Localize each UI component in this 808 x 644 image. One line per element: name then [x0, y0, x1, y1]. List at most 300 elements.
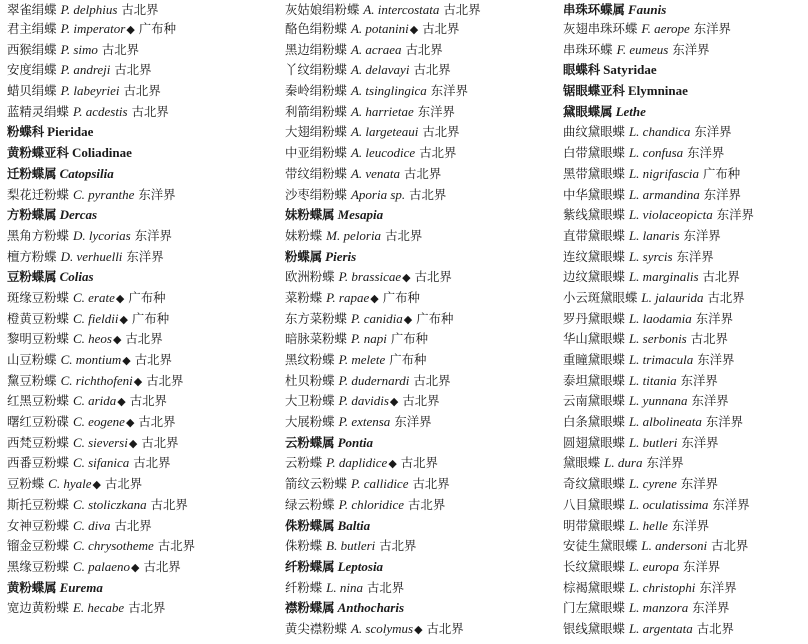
species-scientific-name: C. montium [60, 352, 122, 367]
species-chinese-name: 山豆粉蝶 [7, 352, 57, 367]
taxon-heading [563, 81, 808, 102]
species-chinese-name: 黑角方粉蝶 [7, 227, 69, 243]
species-entry [563, 516, 808, 537]
distribution-label: 古北界 [409, 186, 447, 202]
species-entry [563, 267, 808, 288]
species-scientific-name: L. manzora [628, 600, 689, 616]
species-entry [7, 557, 277, 578]
species-scientific-name: P. delphius [60, 2, 118, 17]
species-entry [7, 81, 277, 102]
species-entry [563, 412, 808, 433]
distribution-label: 古北界 [129, 393, 167, 409]
distribution-label: 东洋界 [703, 186, 741, 202]
distribution-label: 古北界 [404, 165, 442, 181]
taxon-heading [563, 102, 808, 123]
species-chinese-name: 翠雀绢蝶 [7, 2, 57, 17]
distribution-label: 古北界 [150, 496, 188, 512]
species-scientific-name: A. leucodice [350, 145, 416, 161]
distribution-label: 东洋界 [683, 227, 721, 243]
species-chinese-name: 檀方粉蝶 [7, 248, 57, 264]
species-scientific-name: A. delavayi [350, 62, 410, 78]
diamond-marker: ◆ [409, 23, 419, 36]
species-chinese-name: 黑边绢粉蝶 [285, 41, 347, 57]
species-entry [563, 391, 808, 412]
species-entry [7, 495, 277, 516]
species-scientific-name: C. fieldii [72, 310, 119, 326]
taxon-chinese-name: 粉蝶科 [7, 124, 45, 140]
diamond-marker: ◆ [128, 436, 138, 450]
taxon-chinese-name: 黄粉蝶亚科 [7, 145, 69, 161]
taxon-chinese-name: 侏粉蝶属 [285, 517, 335, 533]
species-chinese-name: 黎明豆粉蝶 [7, 331, 69, 347]
distribution-label: 东洋界 [691, 393, 729, 409]
taxon-chinese-name: 纤粉蝶属 [285, 558, 335, 574]
distribution-label: 东洋界 [693, 21, 731, 36]
distribution-label: 古北界 [134, 352, 172, 367]
diamond-marker: ◆ [115, 291, 125, 305]
taxon-latin-name: Satyridae [603, 62, 657, 78]
diamond-marker: ◆ [389, 395, 399, 409]
species-chinese-name: 梨花迁粉蝶 [7, 186, 69, 202]
distribution-label: 东洋界 [672, 41, 710, 57]
species-entry [563, 495, 808, 516]
species-chinese-name: 黛眼蝶 [563, 455, 601, 471]
species-entry [7, 226, 277, 247]
distribution-label: 古北界 [157, 538, 195, 554]
species-scientific-name: L. andersoni [641, 538, 708, 554]
species-entry [285, 412, 555, 433]
taxon-latin-name: Anthocharis [337, 600, 405, 616]
species-chinese-name: 直带黛眼蝶 [563, 227, 625, 243]
species-entry [7, 433, 277, 454]
diamond-marker: ◆ [112, 333, 122, 347]
species-chinese-name: 带纹绢粉蝶 [285, 165, 347, 181]
species-entry [7, 102, 277, 123]
species-entry [7, 309, 277, 330]
species-chinese-name: 丫纹绢粉蝶 [285, 62, 347, 78]
distribution-label: 东洋界 [680, 476, 719, 492]
taxon-heading [563, 0, 808, 19]
species-scientific-name: L. laodamia [628, 310, 692, 326]
distribution-label: 古北界 [426, 620, 464, 636]
taxon-chinese-name: 云粉蝶属 [285, 434, 335, 450]
species-entry [285, 619, 555, 640]
distribution-label: 古北界 [101, 41, 140, 57]
species-scientific-name: P. davidis [338, 393, 389, 409]
taxon-chinese-name: 黄粉蝶属 [7, 579, 57, 595]
species-entry [285, 495, 555, 516]
species-chinese-name: 暗脉菜粉蝶 [285, 331, 347, 347]
diamond-marker: ◆ [126, 23, 135, 36]
taxon-heading [7, 205, 277, 226]
species-scientific-name: C. palaeno [72, 558, 131, 574]
species-entry [285, 578, 555, 599]
taxon-heading [7, 267, 277, 288]
species-entry [285, 309, 555, 330]
diamond-marker: ◆ [119, 312, 128, 326]
species-scientific-name: P. chloridice [338, 496, 405, 512]
distribution-label: 古北界 [413, 372, 451, 388]
species-scientific-name: C. sieversi [72, 434, 128, 450]
species-chinese-name: 华山黛眼蝶 [563, 331, 625, 347]
distribution-label: 古北界 [121, 2, 159, 17]
distribution-label: 东洋界 [646, 455, 684, 471]
taxon-heading [7, 143, 277, 164]
species-chinese-name: 曲纹黛眼蝶 [563, 124, 625, 140]
species-scientific-name: P. andreji [60, 62, 111, 78]
distribution-label: 古北界 [422, 21, 460, 36]
species-entry [285, 371, 555, 392]
distribution-label: 古北界 [128, 600, 166, 616]
species-scientific-name: P. callidice [350, 476, 409, 492]
species-entry [563, 19, 808, 40]
species-chinese-name: 紫线黛眼蝶 [563, 207, 625, 223]
species-chinese-name: 欧洲粉蝶 [285, 269, 335, 285]
taxon-heading [285, 516, 555, 537]
taxon-chinese-name: 眼蝶科 [563, 62, 601, 78]
species-entry [7, 453, 277, 474]
species-chinese-name: 串珠环蝶 [563, 41, 613, 57]
species-scientific-name: C. arida [72, 393, 117, 409]
taxon-latin-name: Baltia [337, 517, 371, 533]
distribution-label: 古北界 [702, 269, 740, 285]
species-chinese-name: 侏粉蝶 [285, 538, 323, 554]
distribution-label: 东洋界 [681, 434, 719, 450]
species-entry [563, 536, 808, 557]
species-entry [563, 350, 808, 371]
taxon-chinese-name: 豆粉蝶属 [7, 269, 57, 285]
species-chinese-name: 明带黛眼蝶 [563, 517, 625, 533]
taxon-chinese-name: 妹粉蝶属 [285, 207, 335, 223]
species-entry [7, 247, 277, 268]
species-chinese-name: 泰坦黛眼蝶 [563, 372, 625, 388]
taxon-latin-name: Pieris [325, 248, 357, 264]
species-entry [285, 391, 555, 412]
distribution-label: 东洋界 [694, 124, 732, 140]
species-chinese-name: 灰翅串珠环蝶 [563, 21, 638, 36]
species-chinese-name: 蜡贝绢蝶 [7, 83, 57, 99]
species-scientific-name: P. dudernardi [338, 372, 410, 388]
taxon-chinese-name: 串珠环蝶属 [563, 2, 625, 17]
species-entry [563, 598, 808, 619]
distribution-label: 东洋界 [430, 83, 468, 99]
taxon-heading [7, 164, 277, 185]
species-chinese-name: 黑纹粉蝶 [285, 352, 335, 367]
distribution-label: 东洋界 [126, 248, 164, 264]
species-scientific-name: L. syrcis [628, 248, 673, 264]
species-scientific-name: A. harrietae [350, 103, 414, 119]
species-chinese-name: 重瞳黛眼蝶 [563, 352, 625, 367]
distribution-label: 东洋界 [712, 496, 750, 512]
species-entry [7, 412, 277, 433]
species-entry [285, 164, 555, 185]
taxon-latin-name: Catopsilia [59, 165, 114, 181]
distribution-label: 古北界 [413, 62, 451, 78]
species-chinese-name: 酪色绢粉蝶 [285, 21, 347, 36]
distribution-label: 古北界 [146, 372, 184, 388]
species-scientific-name: D. lycorias [72, 227, 131, 243]
species-entry [285, 19, 555, 40]
species-scientific-name: P. daplidice [326, 455, 388, 471]
taxon-latin-name: Pieridae [47, 124, 94, 140]
species-scientific-name: C. sifanica [72, 455, 130, 471]
species-scientific-name: C. chrysotheme [72, 538, 154, 554]
distribution-label: 古北界 [133, 455, 171, 471]
distribution-label: 东洋界 [680, 372, 718, 388]
distribution-label: 古北界 [138, 414, 176, 430]
distribution-label: 东洋界 [676, 248, 714, 264]
taxon-latin-name: Elymninae [627, 83, 688, 99]
species-entry [7, 371, 277, 392]
species-scientific-name: P. labeyriei [60, 83, 120, 99]
species-entry [563, 288, 808, 309]
distribution-label: 古北界 [408, 496, 446, 512]
diamond-marker: ◆ [388, 457, 397, 471]
diamond-marker: ◆ [122, 354, 131, 367]
species-chinese-name: 斑缘豆粉蝶 [7, 289, 69, 305]
species-chinese-name: 黑缘豆粉蝶 [7, 558, 69, 574]
species-chinese-name: 豆粉蝶 [7, 476, 45, 492]
species-scientific-name: C. eogene [72, 414, 125, 430]
species-entry [285, 267, 555, 288]
species-scientific-name: L. nina [326, 579, 364, 595]
diamond-marker: ◆ [370, 291, 379, 305]
species-scientific-name: L. albolineata [628, 414, 702, 430]
species-chinese-name: 奇纹黛眼蝶 [563, 476, 625, 492]
species-chinese-name: 安度绢蝶 [7, 62, 57, 78]
species-scientific-name: L. argentata [628, 620, 693, 636]
distribution-label: 广布种 [131, 310, 170, 326]
distribution-label: 古北界 [125, 331, 163, 347]
taxon-latin-name: Dercas [59, 207, 98, 223]
distribution-label: 东洋界 [134, 227, 172, 243]
distribution-label: 东洋界 [687, 145, 725, 161]
species-chinese-name: 棕褐黛眼蝶 [563, 579, 625, 595]
species-scientific-name: C. richthofeni [60, 372, 133, 388]
species-entry [563, 453, 808, 474]
species-entry [285, 536, 555, 557]
distribution-label: 东洋界 [705, 414, 744, 430]
taxon-latin-name: Mesapia [337, 207, 384, 223]
taxon-chinese-name: 锯眼蝶亚科 [563, 83, 625, 99]
species-chinese-name: 白条黛眼蝶 [563, 414, 625, 430]
species-scientific-name: E. hecabe [72, 600, 125, 616]
species-chinese-name: 黄尖襟粉蝶 [285, 620, 347, 636]
species-chinese-name: 云南黛眼蝶 [563, 393, 625, 409]
species-entry [285, 226, 555, 247]
species-scientific-name: L. dura [604, 455, 643, 471]
taxon-chinese-name: 襟粉蝶属 [285, 600, 335, 616]
taxon-chinese-name: 黛眼蝶属 [563, 103, 613, 119]
species-entry [285, 350, 555, 371]
distribution-label: 古北界 [379, 538, 417, 554]
species-chinese-name: 白带黛眼蝶 [563, 145, 625, 161]
column-2 [285, 0, 555, 640]
species-entry [7, 40, 277, 61]
distribution-label: 古北界 [367, 579, 405, 595]
distribution-label: 东洋界 [699, 579, 737, 595]
diamond-marker: ◆ [92, 478, 101, 492]
species-chinese-name: 大卫粉蝶 [285, 393, 335, 409]
distribution-label: 广布种 [390, 331, 429, 347]
species-chinese-name: 门左黛眼蝶 [563, 600, 625, 616]
distribution-label: 东洋界 [697, 352, 735, 367]
taxon-heading [285, 205, 555, 226]
species-entry [285, 60, 555, 81]
species-entry [563, 40, 808, 61]
species-scientific-name: L. christophi [628, 579, 696, 595]
species-scientific-name: C. erate [72, 289, 115, 305]
species-chinese-name: 黑带黛眼蝶 [563, 165, 625, 181]
distribution-label: 东洋界 [695, 310, 733, 326]
species-entry [285, 288, 555, 309]
taxon-heading [7, 578, 277, 599]
species-chinese-name: 连纹黛眼蝶 [563, 248, 625, 264]
distribution-label: 古北界 [402, 393, 440, 409]
species-entry [285, 122, 555, 143]
distribution-label: 广布种 [389, 352, 427, 367]
taxon-heading [285, 557, 555, 578]
distribution-label: 古北界 [711, 538, 749, 554]
species-chinese-name: 杜贝粉蝶 [285, 372, 335, 388]
taxon-chinese-name: 粉蝶属 [285, 248, 323, 264]
species-scientific-name: L. helle [628, 517, 668, 533]
species-entry [7, 288, 277, 309]
species-chinese-name: 边纹黛眼蝶 [563, 269, 625, 285]
species-chinese-name: 小云斑黛眼蝶 [563, 289, 638, 305]
taxon-heading [285, 598, 555, 619]
species-scientific-name: L. jalaurida [641, 289, 704, 305]
taxon-heading [285, 247, 555, 268]
species-scientific-name: L. armandina [628, 186, 700, 202]
species-scientific-name: L. nigrifascia [628, 165, 700, 181]
species-chinese-name: 沙枣绢粉蝶 [285, 186, 347, 202]
diamond-marker: ◆ [402, 271, 411, 285]
species-entry [563, 185, 808, 206]
species-chinese-name: 曙红豆粉碟 [7, 414, 69, 430]
species-scientific-name: C. stoliczkana [72, 496, 147, 512]
species-chinese-name: 大展粉蝶 [285, 414, 335, 430]
distribution-label: 广布种 [128, 289, 166, 305]
species-chinese-name: 东方菜粉蝶 [285, 310, 347, 326]
species-chinese-name: 妹粉蝶 [285, 227, 323, 243]
species-entry [7, 19, 277, 40]
taxon-latin-name: Faunis [627, 2, 667, 17]
distribution-label: 广布种 [382, 289, 420, 305]
taxon-latin-name: Pontia [337, 434, 373, 450]
taxon-latin-name: Colias [59, 269, 94, 285]
species-entry [563, 247, 808, 268]
taxon-chinese-name: 迁粉蝶属 [7, 165, 57, 181]
species-scientific-name: A. scolymus [350, 620, 414, 636]
species-scientific-name: Aporia sp. [350, 186, 406, 202]
species-scientific-name: L. marginalis [628, 269, 699, 285]
species-chinese-name: 蓝精灵绢蝶 [7, 103, 69, 119]
species-chinese-name: 纤粉蝶 [285, 579, 323, 595]
distribution-label: 东洋界 [394, 414, 432, 430]
distribution-label: 古北界 [422, 124, 460, 140]
distribution-label: 东洋界 [417, 103, 455, 119]
species-scientific-name: F. aerope [641, 21, 690, 36]
species-entry [563, 164, 808, 185]
species-chinese-name: 橙黄豆粉蝶 [7, 310, 69, 326]
species-chinese-name: 西猴绢蝶 [7, 41, 57, 57]
distribution-label: 东洋界 [671, 517, 710, 533]
species-entry [7, 474, 277, 495]
species-scientific-name: L. confusa [628, 145, 684, 161]
distribution-label: 古北界 [707, 289, 745, 305]
species-chinese-name: 大翅绢粉蝶 [285, 124, 347, 140]
distribution-label: 广布种 [416, 310, 454, 326]
species-scientific-name: L. cyrene [628, 476, 677, 492]
species-entry [563, 329, 808, 350]
species-chinese-name: 利箭绢粉蝶 [285, 103, 347, 119]
species-chinese-name: 宽边黄粉蝶 [7, 600, 69, 616]
distribution-label: 古北界 [123, 83, 161, 99]
species-scientific-name: C. diva [72, 517, 111, 533]
species-entry [563, 309, 808, 330]
species-entry [7, 60, 277, 81]
species-chinese-name: 女神豆粉蝶 [7, 517, 69, 533]
taxon-heading [7, 122, 277, 143]
distribution-label: 东洋界 [683, 558, 721, 574]
distribution-label: 古北界 [114, 62, 152, 78]
species-entry [563, 557, 808, 578]
species-entry [563, 619, 808, 640]
species-entry [563, 578, 808, 599]
species-chinese-name: 绿云粉蝶 [285, 496, 335, 512]
distribution-label: 东洋界 [692, 600, 730, 616]
species-scientific-name: L. titania [628, 372, 677, 388]
species-entry [285, 185, 555, 206]
distribution-label: 古北界 [141, 434, 179, 450]
species-scientific-name: P. napi [350, 331, 387, 347]
species-scientific-name: L. europa [628, 558, 680, 574]
distribution-label: 东洋界 [716, 207, 754, 223]
species-chinese-name: 八目黛眼蝶 [563, 496, 625, 512]
species-scientific-name: P. brassicae [338, 269, 402, 285]
species-scientific-name: L. yunnana [628, 393, 688, 409]
species-entry [7, 185, 277, 206]
species-scientific-name: A. largeteaui [350, 124, 419, 140]
distribution-label: 古北界 [143, 558, 181, 574]
species-chinese-name: 银线黛眼蝶 [563, 620, 625, 636]
species-entry [285, 0, 555, 19]
species-chinese-name: 中华黛眼蝶 [563, 186, 625, 202]
species-chinese-name: 中亚绢粉蝶 [285, 145, 347, 161]
distribution-label: 古北界 [114, 517, 152, 533]
distribution-label: 古北界 [419, 145, 457, 161]
diamond-marker: ◆ [125, 416, 135, 430]
diamond-marker: ◆ [414, 622, 423, 636]
column-1 [7, 0, 277, 619]
distribution-label: 古北界 [690, 331, 728, 347]
species-scientific-name: A. potanini [350, 21, 409, 36]
species-entry [563, 143, 808, 164]
column-3 [563, 0, 808, 640]
taxon-heading [563, 60, 808, 81]
taxon-heading [285, 433, 555, 454]
species-scientific-name: P. melete [338, 352, 386, 367]
distribution-label: 古北界 [412, 476, 450, 492]
distribution-label: 广布种 [703, 165, 741, 181]
distribution-label: 古北界 [385, 227, 423, 243]
distribution-label: 古北界 [443, 2, 481, 17]
species-scientific-name: D. verhuelli [60, 248, 123, 264]
species-entry [7, 329, 277, 350]
diamond-marker: ◆ [131, 560, 140, 574]
species-entry [563, 226, 808, 247]
